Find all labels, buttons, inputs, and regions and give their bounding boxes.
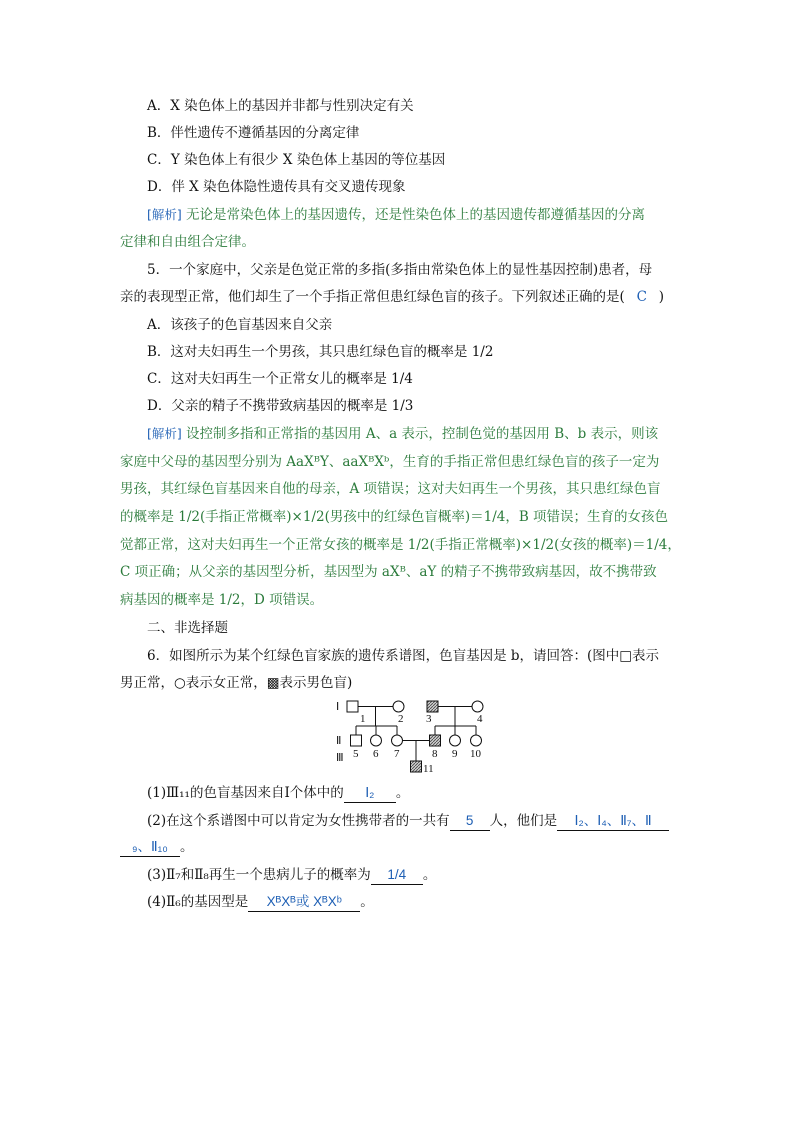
q6-stem-line1: 6．如图所示为某个红绿色盲家族的遗传系谱图，色盲基因是 b，请回答：(图中□表示: [147, 648, 660, 664]
individual-number-4: 4: [477, 713, 483, 725]
q5-explanation-line4: 的概率是 1/2(手指正常概率)×1/2(男孩中的红绿色盲概率)＝1/4，B 项错误；生育的女孩色: [120, 509, 669, 525]
q4-option-c: C．Y 染色体上有很少 X 染色体上基因的等位基因: [147, 152, 446, 168]
q5-option-a: A．该孩子的色盲基因来自父亲: [147, 317, 333, 333]
q6-sub2-answer-part1: Ⅰ₂、Ⅰ₄、Ⅱ₇、Ⅱ: [557, 812, 669, 831]
q6-sub2-count-answer: 5: [450, 812, 490, 831]
q6-sub4-end: 。: [360, 894, 374, 910]
q5-explanation-line2: 家庭中父母的基因型分别为 AaXᴮY、aaXᴮXᵇ，生育的手指正常但患红绿色盲的孩子一定为: [120, 454, 660, 470]
individual-6-female: [371, 735, 382, 746]
q6-sub4: [147, 893, 374, 912]
individual-7-female: [392, 735, 403, 746]
q5-option-d: D．父亲的精子不携带致病基因的概率是 1/3: [147, 398, 414, 414]
q6-sub1-text: (1)Ⅲ₁₁的色盲基因来自Ⅰ个体中的: [147, 785, 344, 801]
q6-sub2-end: 。: [180, 839, 194, 855]
individual-number-7: 7: [394, 748, 400, 760]
individual-1-male: [347, 701, 358, 712]
individual-3-affected-male: [427, 701, 438, 712]
q5-explanation-line3: 男孩，其红绿色盲基因来自他的母亲，A 项错误；这对夫妇再生一个男孩，其只患红绿色盲: [120, 481, 661, 497]
individual-4-female: [472, 701, 483, 712]
q6-sub2-mid: 人，他们是: [489, 813, 558, 829]
explanation-tag: [解析]: [147, 426, 182, 441]
q5-explanation-line5: 觉都正常，这对夫妇再生一个正常女孩的概率是 1/2(手指正常概率)×1/2(女孩的概率)＝1/4，: [120, 537, 681, 553]
q6-sub4-answer: XᴮXᴮ或 XᴮXᵇ: [248, 893, 360, 912]
individual-number-11: 11: [423, 763, 434, 775]
q6-sub3: [147, 866, 436, 885]
q5-explanation-line6: C 项正确；从父亲的基因型分析，基因型为 aXᴮ、aY 的精子不携带致病基因，故不携带致: [120, 564, 657, 580]
individual-number-9: 9: [452, 748, 458, 760]
generation-label-2: Ⅱ: [336, 735, 342, 747]
q5-stem-close: ): [658, 289, 665, 305]
q6-sub4-text: (4)Ⅱ₆的基因型是: [147, 894, 249, 910]
individual-number-5: 5: [353, 748, 359, 760]
generation-label-1: Ⅰ: [336, 701, 340, 713]
q5-option-c: C．这对夫妇再生一个正常女儿的概率是 1/4: [147, 371, 413, 387]
individual-2-female: [393, 701, 404, 712]
q5-stem-line2: [120, 288, 664, 306]
individual-9-female: [450, 735, 461, 746]
individual-number-8: 8: [432, 748, 438, 760]
section-heading: 二、非选择题: [147, 620, 228, 636]
individual-number-6: 6: [373, 748, 379, 760]
explanation-tag: [解析]: [147, 207, 182, 222]
q5-answer: C: [636, 289, 647, 305]
individual-number-3: 3: [426, 713, 432, 725]
q4-option-d: D．伴 X 染色体隐性遗传具有交叉遗传现象: [147, 179, 406, 195]
q5-stem-line1: 5．一个家庭中，父亲是色觉正常的多指(多指由常染色体上的显性基因控制)患者，母: [147, 262, 653, 278]
individual-11-affected-male: [411, 761, 422, 772]
q4-option-a: A．X 染色体上的基因并非都与性别决定有关: [147, 98, 414, 114]
individual-5-male: [351, 735, 362, 746]
q6-sub1: [147, 784, 409, 803]
q6-sub1-end: 。: [395, 785, 410, 801]
q6-stem-line2: 男正常，○表示女正常，▩表示男色盲): [120, 675, 353, 691]
q4-option-b: B．伴性遗传不遵循基因的分离定律: [147, 125, 360, 141]
q6-sub2-line2: [120, 838, 194, 857]
individual-8-affected-male: [430, 735, 441, 746]
individual-10-female: [471, 735, 482, 746]
q6-sub1-answer: Ⅰ₂: [344, 784, 396, 803]
q6-sub2-answer-part2: ₉、Ⅱ₁₀: [120, 838, 180, 857]
q4-explanation-line1: [147, 206, 645, 224]
q5-option-b: B．这对夫妇再生一个男孩，其只患红绿色盲的概率是 1/2: [147, 344, 494, 360]
q5-explanation-line1: [147, 425, 658, 443]
q6-sub2-text: (2)在这个系谱图中可以肯定为女性携带者的一共有: [147, 813, 450, 829]
individual-number-2: 2: [398, 713, 404, 725]
q5-explanation-line7: 病基因的概率是 1/2，D 项错误。: [120, 592, 324, 608]
q4-explanation-line2: 定律和自由组合定律。: [120, 234, 255, 250]
q5-explanation-text1: 设控制多指和正常指的基因用 A、a 表示，控制色觉的基因用 B、b 表示，则该: [181, 426, 659, 442]
individual-number-1: 1: [360, 713, 366, 725]
q6-sub2-line1: [147, 812, 669, 831]
q6-sub3-text: (3)Ⅱ₇和Ⅱ₈再生一个患病儿子的概率为: [147, 867, 371, 883]
q6-sub3-end: 。: [422, 867, 437, 883]
generation-label-3: Ⅲ: [336, 752, 344, 764]
q5-stem-text: 亲的表现型正常，他们却生了一个手指正常但患红绿色盲的孩子。下列叙述正确的是(: [120, 289, 625, 305]
q4-explanation-text1: 无论是常染色体上的基因遗传，还是性染色体上的基因遗传都遵循基因的分离: [181, 207, 646, 223]
q6-sub3-answer: 1/4: [371, 866, 423, 885]
individual-number-10: 10: [470, 748, 481, 760]
pedigree-chart: [334, 697, 494, 777]
